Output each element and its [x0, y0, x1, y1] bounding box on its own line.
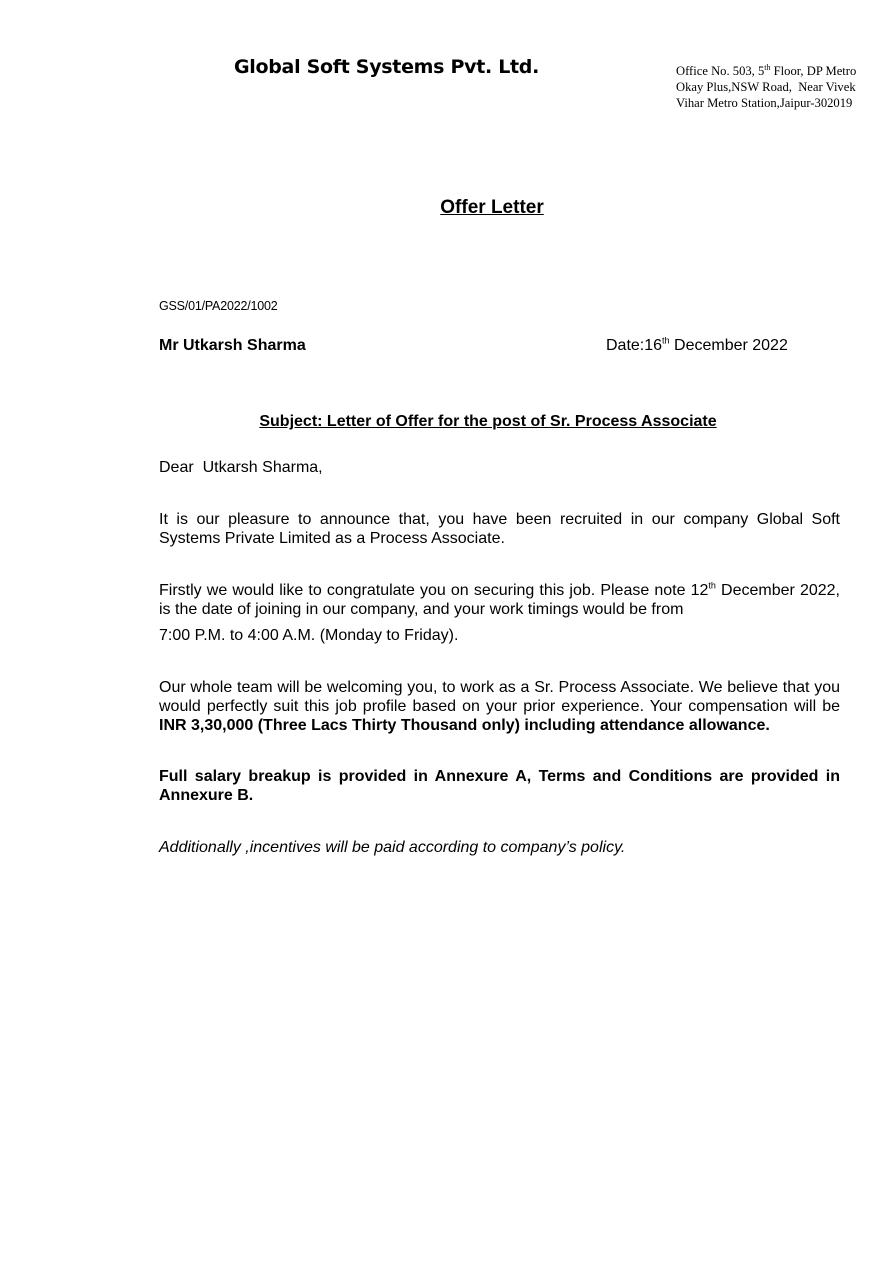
company-name: Global Soft Systems Pvt. Ltd.: [234, 56, 540, 78]
paragraph-joining: Firstly we would like to congratulate you on securing this job. Please note 12th December 2022, is the date of joining in our company, and your work timings would be from: [159, 580, 841, 618]
paragraph-timing: 7:00 P.M. to 4:00 A.M. (Monday to Friday).: [159, 627, 459, 644]
compensation-amount: INR 3,30,000 (Three Lacs Thirty Thousand only) including attendance allowance.: [159, 717, 770, 734]
paragraph-compensation: Our whole team will be welcoming you, to work as a Sr. Process Associate. We believe that you would perfectly suit this job profile based on your prior experience. Your compensation will be INR 3,30,000 (Three Lacs Thirty Thousand only) including attendance allowance.: [159, 679, 840, 734]
salutation: Dear Utkarsh Sharma,: [159, 459, 323, 476]
paragraph-incentives: Additionally ,incentives will be paid according to company’s policy.: [159, 839, 626, 856]
reference-number: GSS/01/PA2022/1002: [159, 299, 278, 313]
letter-date: Date:16th December 2022: [606, 335, 788, 354]
address-line-3: Vihar Metro Station,Jaipur-302019: [676, 96, 853, 110]
subject-line: Subject: Letter of Offer for the post of Sr. Process Associate: [259, 413, 717, 430]
address-line-2: Okay Plus,NSW Road, Near Vivek: [676, 80, 856, 94]
paragraph-recruitment: It is our pleasure to announce that, you have been recruited in our company Global Soft Systems Private Limited as a Process Associate.: [159, 511, 840, 547]
paragraph-annexures: Full salary breakup is provided in Annexure A, Terms and Conditions are provided in Annexure B.: [159, 768, 840, 804]
address-line-1: Office No. 503, 5th Floor, DP Metro: [676, 62, 857, 78]
document-title: Offer Letter: [440, 197, 544, 218]
company-address: [676, 63, 876, 111]
recipient-name: Mr Utkarsh Sharma: [159, 337, 306, 354]
